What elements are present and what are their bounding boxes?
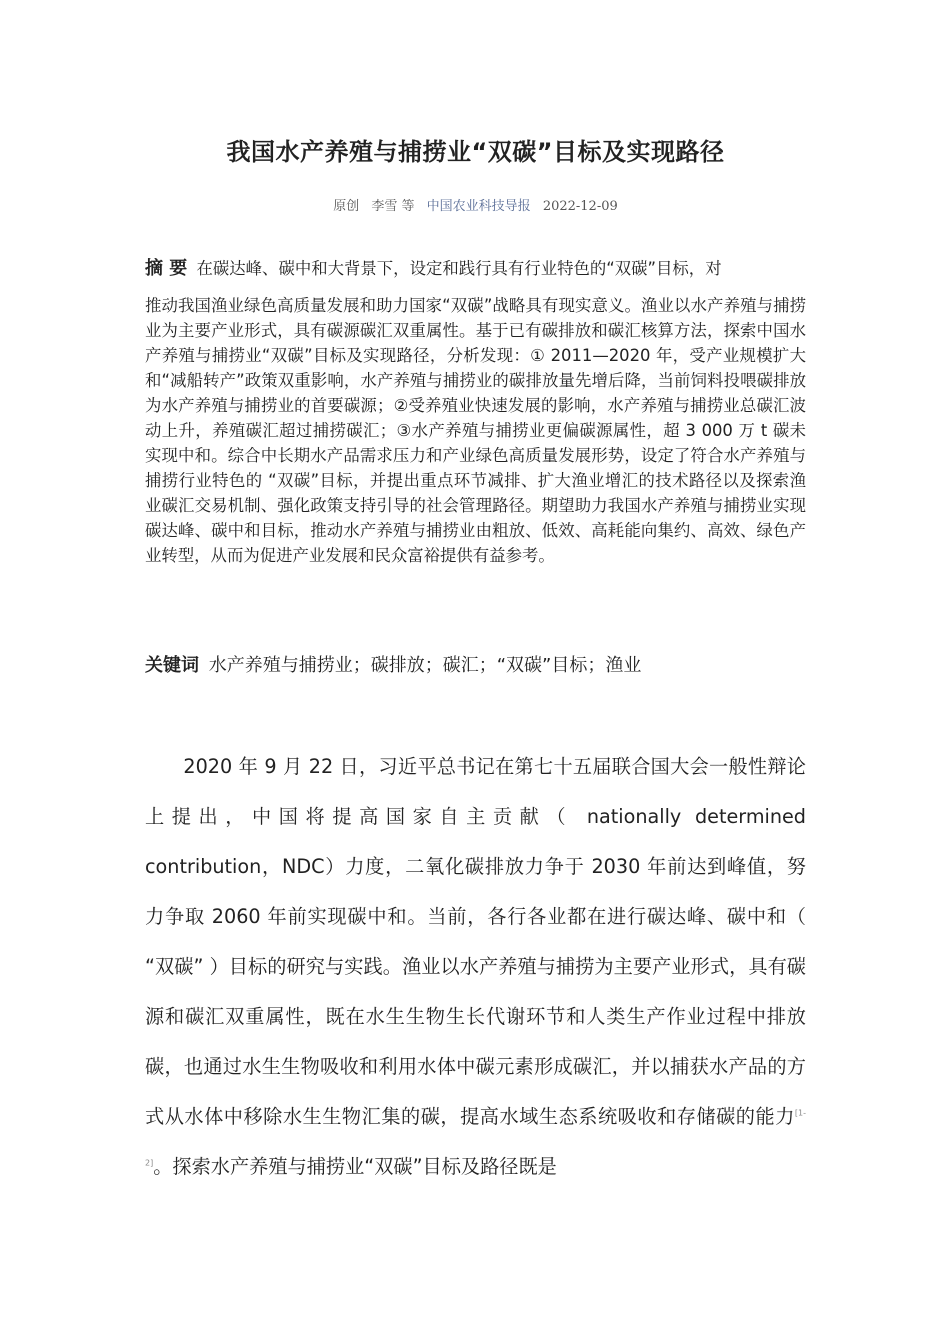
keywords-text: 水产养殖与捕捞业；碳排放；碳汇；“双碳”目标；渔业: [208, 655, 642, 676]
article-title: 我国水产养殖与捕捞业“双碳”目标及实现路径: [226, 138, 725, 166]
body-paragraph-main: 2020 年 9 月 22 日，习近平总书记在第七十五届联合国大会一般性辩论上提出，中国将提高国家自主贡献（ nationally determined contribution，NDC）力度，二氧化碳排放力争于 2030 年前达到峰值，努力争取 2060 年前实现碳中和。当前，各行各业都在进行碳达峰、碳中和（ “双碳” ）目标的研究与实践。渔业以水产养殖与捕捞为主要产业形式，具有碳源和碳汇双重属性，既在水生生物生长代谢环节和人类生产作业过程中排放碳，也通过水生生物吸收和利用水体中碳元素形成碳汇，并以捕获水产品的方式从水体中移除水生生物汇集的碳，提高水域生态系统吸收和存储碳的能力: [145, 755, 806, 1128]
article-date: 2022-12-09: [542, 199, 618, 214]
article-type: 原创: [333, 199, 360, 214]
body-paragraph: [145, 742, 806, 1192]
abstract-body: 推动我国渔业绿色高质量发展和助力国家“双碳”战略具有现实意义。渔业以水产养殖与捕捞业为主要产业形式，具有碳源碳汇双重属性。基于已有碳排放和碳汇核算方法，探索中国水产养殖与捕捞业“双碳”目标及实现路径，分析发现：① 2011—2020 年，受产业规模扩大和“减船转产”政策双重影响，水产养殖与捕捞业的碳排放量先增后降，当前饲料投喂碳排放为水产养殖与捕捞业的首要碳源；②受养殖业快速发展的影响，水产养殖与捕捞业总碳汇波动上升，养殖碳汇超过捕捞碳汇；③水产养殖与捕捞业更偏碳源属性，超 3 000 万 t 碳未实现中和。综合中长期水产品需求压力和产业绿色高质量发展形势，设定了符合水产养殖与捕捞行业特色的 “双碳”目标，并提出重点环节减排、扩大渔业增汇的技术路径以及探索渔业碳汇交易机制、强化政策支持引导的社会管理路径。期望助力我国水产养殖与捕捞业实现碳达峰、碳中和目标，推动水产养殖与捕捞业由粗放、低效、高耗能向集约、高效、绿色产业转型，从而为促进产业发展和民众富裕提供有益参考。: [145, 296, 806, 565]
abstract-first-text: 在碳达峰、碳中和大背景下，设定和践行具有行业特色的“双碳”目标，对: [196, 259, 722, 278]
article-meta: [145, 195, 806, 214]
abstract-label: 摘 要: [145, 258, 188, 279]
article-source-link[interactable]: 中国农业科技导报: [426, 199, 531, 214]
abstract: [145, 256, 806, 568]
keywords: [145, 652, 806, 680]
keywords-label: 关键词: [145, 655, 199, 676]
article-author: 李雪 等: [371, 199, 415, 214]
abstract-first-line: [145, 256, 806, 281]
body-paragraph-tail: 。探索水产养殖与捕捞业“双碳”目标及路径既是: [153, 1155, 557, 1178]
citation-link[interactable]: [1-2]: [145, 1108, 806, 1168]
